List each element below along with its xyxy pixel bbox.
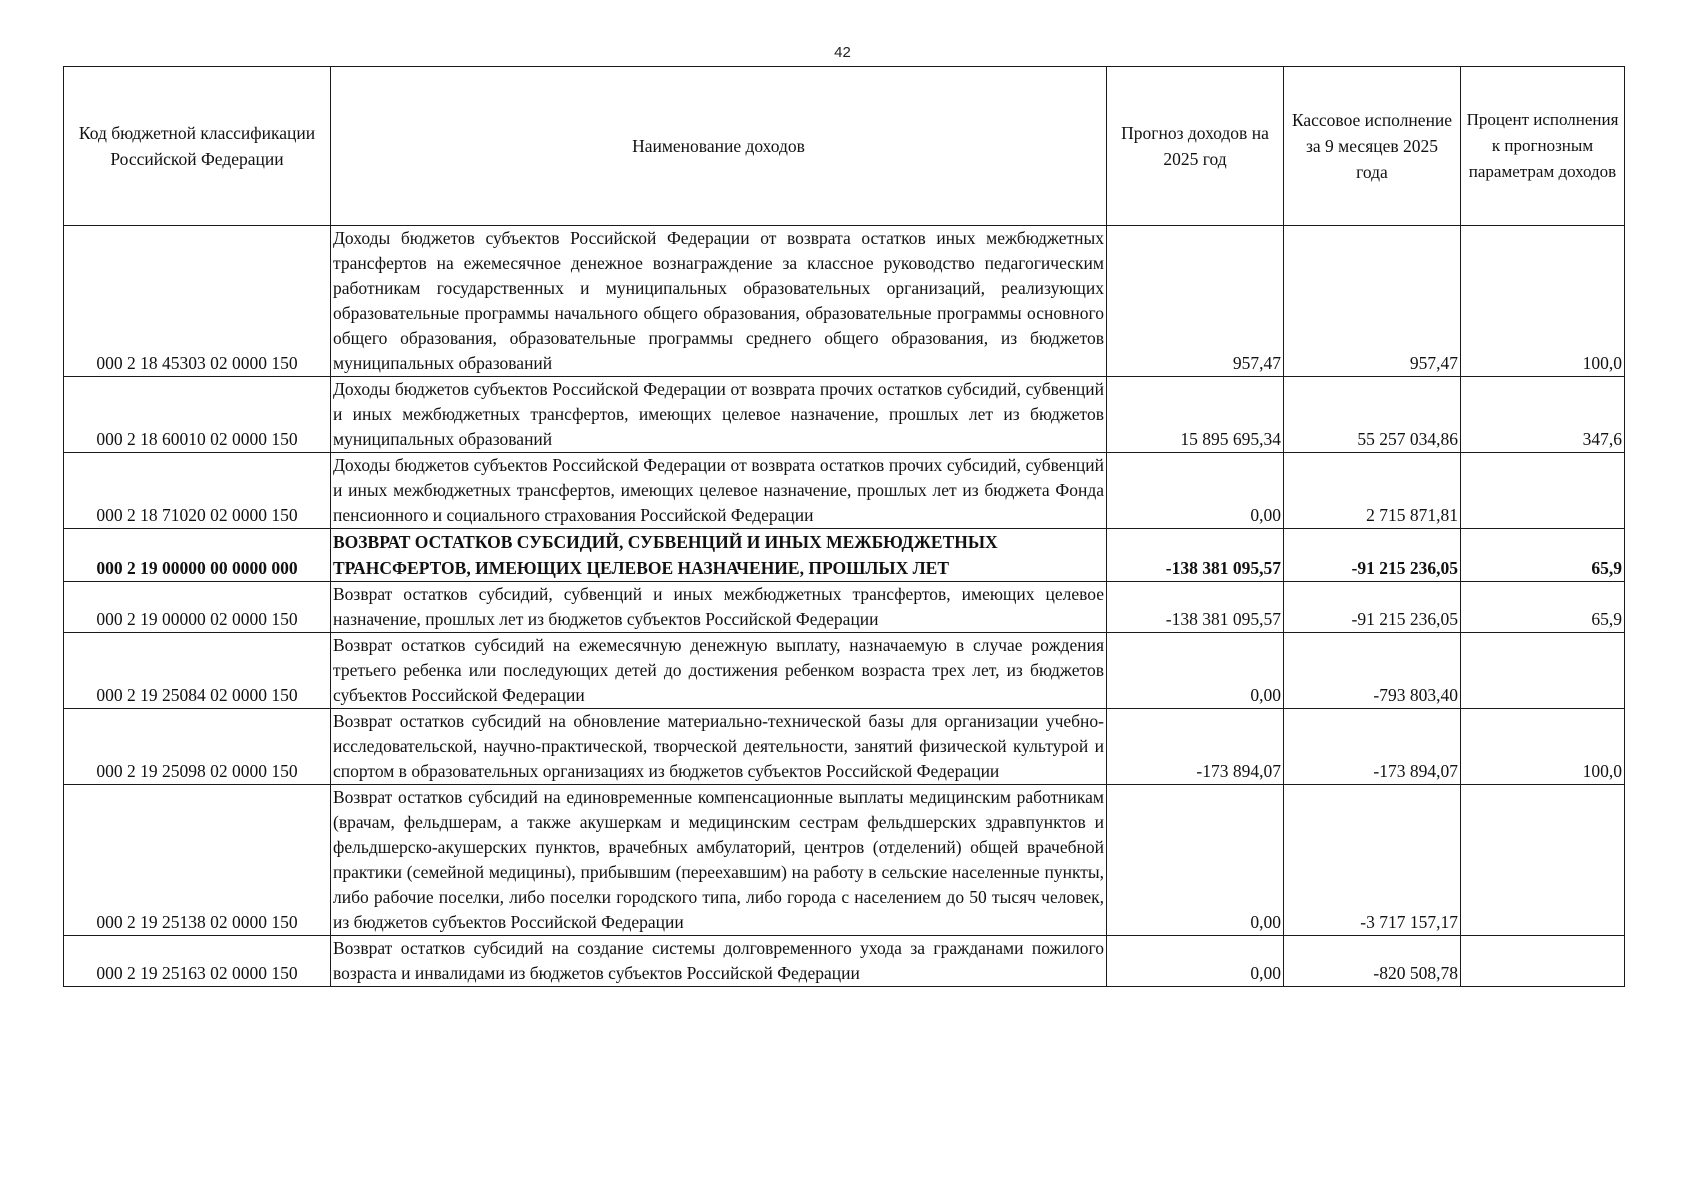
cell-name: Доходы бюджетов субъектов Российской Федерации от возврата прочих остатков субсидий, субвенций и иных межбюджетных трансфертов, имеющих целевое назначение, прошлых лет из бюджетов муниципальных образований bbox=[331, 377, 1107, 453]
cell-code: 000 2 18 45303 02 0000 150 bbox=[64, 226, 331, 377]
cell-name: Возврат остатков субсидий на обновление материально-технической базы для организации учебно-исследовательской, научно-практической, творческой деятельности, занятий физической культурой и спортом в образовательных организациях из бюджетов субъектов Российской Федерации bbox=[331, 709, 1107, 785]
cell-name: ВОЗВРАТ ОСТАТКОВ СУБСИДИЙ, СУБВЕНЦИЙ И ИНЫХ МЕЖБЮДЖЕТНЫХ ТРАНСФЕРТОВ, ИМЕЮЩИХ ЦЕЛЕВОЕ НАЗНАЧЕНИЕ, ПРОШЛЫХ ЛЕТ bbox=[331, 529, 1107, 582]
table-row bbox=[64, 709, 1625, 785]
cell-name: Доходы бюджетов субъектов Российской Федерации от возврата остатков иных межбюджетных трансфертов на ежемесячное денежное вознаграждение за классное руководство педагогическим работникам государственных и муниципальных образовательных организаций, реализующих образовательные программы начального общего образования, образовательные программы основного общего образования, образовательные программы среднего общего образования, из бюджетов муниципальных образований bbox=[331, 226, 1107, 377]
cell-name: Возврат остатков субсидий, субвенций и иных межбюджетных трансфертов, имеющих целевое назначение, прошлых лет из бюджетов субъектов Российской Федерации bbox=[331, 582, 1107, 633]
cell-percent bbox=[1461, 785, 1625, 936]
cell-code: 000 2 19 25163 02 0000 150 bbox=[64, 936, 331, 987]
cell-percent bbox=[1461, 633, 1625, 709]
cell-forecast: -138 381 095,57 bbox=[1107, 582, 1284, 633]
cell-percent: 347,6 bbox=[1461, 377, 1625, 453]
cell-name: Возврат остатков субсидий на ежемесячную денежную выплату, назначаемую в случае рождения третьего ребенка или последующих детей до достижения ребенком возраста трех лет, из бюджетов субъектов Российской Федерации bbox=[331, 633, 1107, 709]
table-row bbox=[64, 582, 1625, 633]
budget-revenue-table bbox=[63, 66, 1625, 987]
cell-name: Возврат остатков субсидий на создание системы долговременного ухода за гражданами пожилого возраста и инвалидами из бюджетов субъектов Российской Федерации bbox=[331, 936, 1107, 987]
cell-name: Возврат остатков субсидий на единовременные компенсационные выплаты медицинским работникам (врачам, фельдшерам, а также акушеркам и медицинским сестрам фельдшерских здравпунктов и фельдшерско-акушерских пунктов, врачебных амбулаторий, центров (отделений) общей врачебной практики (семейной медицины), прибывшим (переехавшим) на работу в сельские населенные пункты, либо рабочие поселки, либо поселки городского типа, либо города с населением до 50 тысяч человек, из бюджетов субъектов Российской Федерации bbox=[331, 785, 1107, 936]
table-header bbox=[64, 67, 1625, 226]
cell-execution: -820 508,78 bbox=[1284, 936, 1461, 987]
cell-name: Доходы бюджетов субъектов Российской Федерации от возврата остатков прочих субсидий, субвенций и иных межбюджетных трансфертов, имеющих целевое назначение, прошлых лет из бюджета Фонда пенсионного и социального страхования Российской Федерации bbox=[331, 453, 1107, 529]
page-number: 42 bbox=[834, 44, 851, 61]
cell-execution: -91 215 236,05 bbox=[1284, 529, 1461, 582]
header-percent: Процент исполнения к прогнозным параметрам доходов bbox=[1461, 67, 1625, 226]
cell-code: 000 2 18 60010 02 0000 150 bbox=[64, 377, 331, 453]
table-row bbox=[64, 453, 1625, 529]
cell-percent bbox=[1461, 936, 1625, 987]
cell-percent: 65,9 bbox=[1461, 582, 1625, 633]
cell-forecast: 15 895 695,34 bbox=[1107, 377, 1284, 453]
cell-code: 000 2 19 25098 02 0000 150 bbox=[64, 709, 331, 785]
cell-execution: -91 215 236,05 bbox=[1284, 582, 1461, 633]
cell-execution: 55 257 034,86 bbox=[1284, 377, 1461, 453]
table-row bbox=[64, 633, 1625, 709]
cell-execution: -173 894,07 bbox=[1284, 709, 1461, 785]
cell-percent: 65,9 bbox=[1461, 529, 1625, 582]
cell-code: 000 2 19 00000 00 0000 000 bbox=[64, 529, 331, 582]
table-row bbox=[64, 785, 1625, 936]
cell-code: 000 2 19 25138 02 0000 150 bbox=[64, 785, 331, 936]
cell-execution: 957,47 bbox=[1284, 226, 1461, 377]
cell-forecast: 0,00 bbox=[1107, 633, 1284, 709]
cell-percent: 100,0 bbox=[1461, 709, 1625, 785]
header-execution: Кассовое исполнение за 9 месяцев 2025 года bbox=[1284, 67, 1461, 226]
cell-execution: 2 715 871,81 bbox=[1284, 453, 1461, 529]
header-code: Код бюджетной классификации Российской Федерации bbox=[64, 67, 331, 226]
table-body bbox=[64, 226, 1625, 987]
cell-forecast: 0,00 bbox=[1107, 785, 1284, 936]
header-forecast: Прогноз доходов на 2025 год bbox=[1107, 67, 1284, 226]
cell-code: 000 2 19 00000 02 0000 150 bbox=[64, 582, 331, 633]
table-row-section-total bbox=[64, 529, 1625, 582]
header-row bbox=[64, 67, 1625, 226]
cell-forecast: 0,00 bbox=[1107, 936, 1284, 987]
cell-code: 000 2 18 71020 02 0000 150 bbox=[64, 453, 331, 529]
cell-forecast: -138 381 095,57 bbox=[1107, 529, 1284, 582]
table-row bbox=[64, 226, 1625, 377]
table-row bbox=[64, 377, 1625, 453]
cell-forecast: 0,00 bbox=[1107, 453, 1284, 529]
cell-forecast: 957,47 bbox=[1107, 226, 1284, 377]
cell-percent bbox=[1461, 453, 1625, 529]
cell-code: 000 2 19 25084 02 0000 150 bbox=[64, 633, 331, 709]
cell-percent: 100,0 bbox=[1461, 226, 1625, 377]
cell-execution: -3 717 157,17 bbox=[1284, 785, 1461, 936]
cell-forecast: -173 894,07 bbox=[1107, 709, 1284, 785]
cell-execution: -793 803,40 bbox=[1284, 633, 1461, 709]
table-row bbox=[64, 936, 1625, 987]
header-name: Наименование доходов bbox=[331, 67, 1107, 226]
